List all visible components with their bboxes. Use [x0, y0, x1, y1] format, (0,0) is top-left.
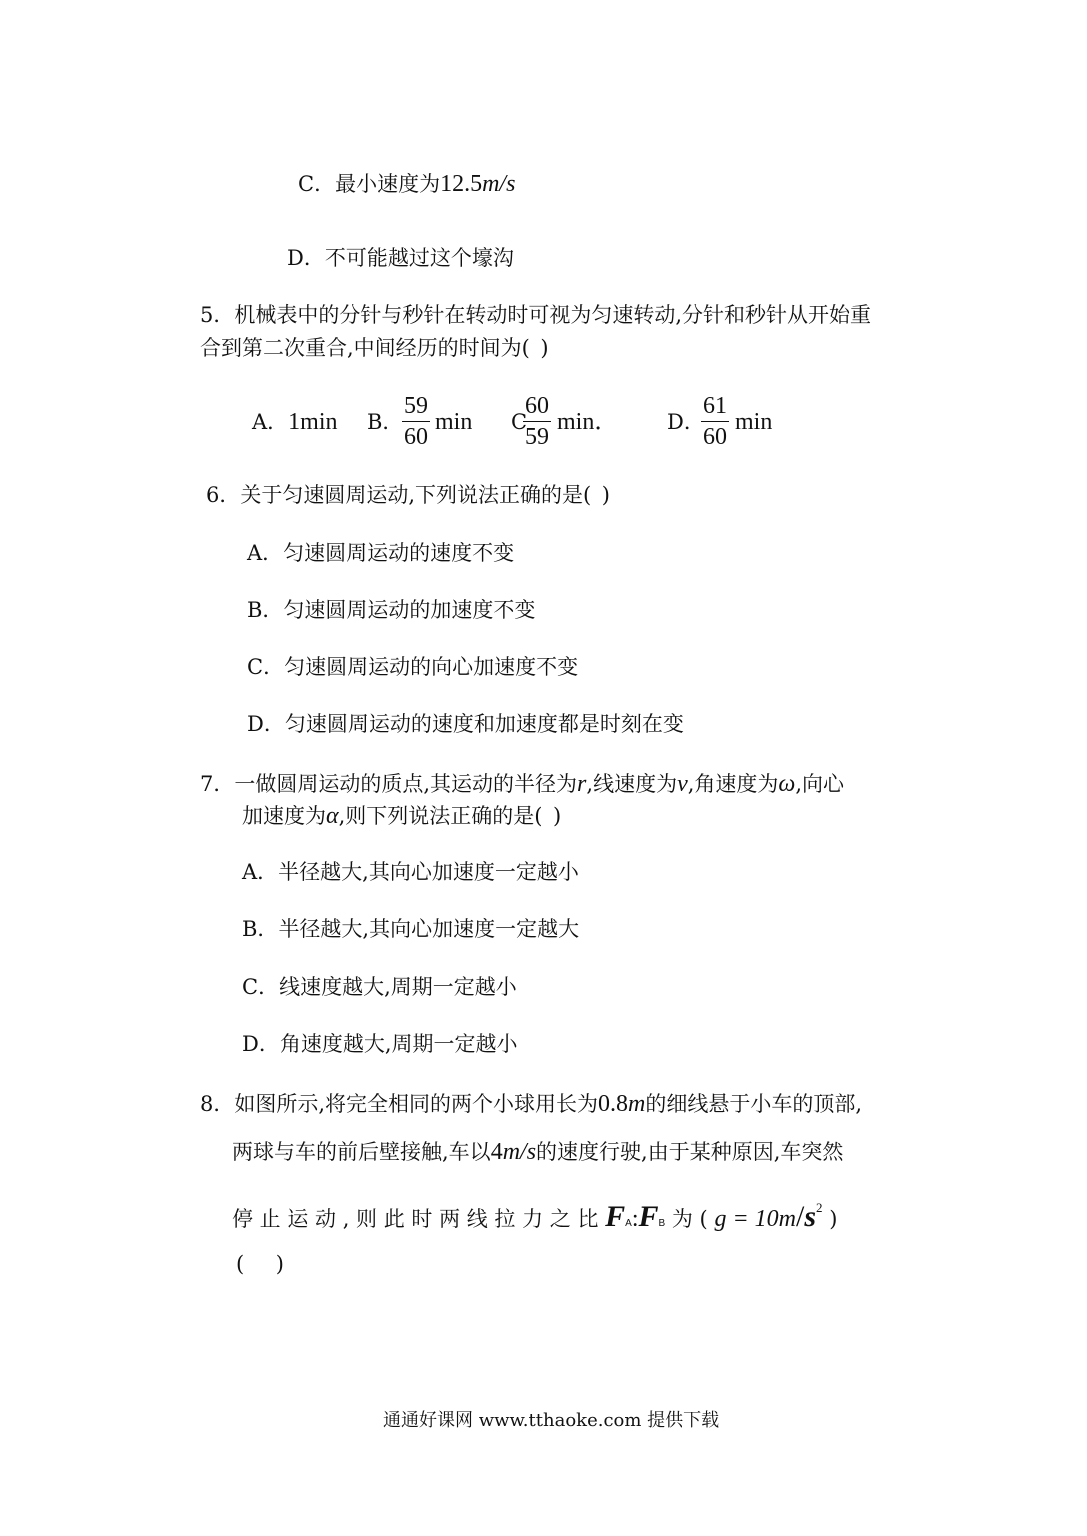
q5-option-b-fraction	[402, 394, 430, 449]
q8-answer-paren: ( )	[236, 1252, 284, 1276]
q5-option-c-label: C	[511, 410, 528, 434]
q5-stem-line1: 5．机械表中的分针与秒针在转动时可视为匀速转动,分针和秒针从开始重	[200, 303, 872, 327]
length-value: 0.8	[598, 1091, 629, 1117]
q8-stem-line3: 停 止 运 动 , 则 此 时 两 线 拉 力 之 比 FA:FB 为 ( $g = 10m/s^2$ )	[232, 1200, 838, 1233]
q5-option-a	[252, 410, 338, 434]
gravity-unit-s: s	[804, 1200, 817, 1233]
force-a-subscript: A	[625, 1218, 632, 1229]
option-text: 匀速圆周运动的向心加速度不变	[284, 655, 579, 679]
option-label: D．	[247, 712, 285, 736]
q5-option-c-fraction	[523, 394, 551, 449]
stem-text: 为 (	[671, 1207, 708, 1231]
q8-stem-line1	[200, 1092, 862, 1116]
q6-option-b	[247, 600, 535, 621]
gravity-expression: g = 10	[714, 1206, 779, 1232]
q7-option-b	[242, 919, 579, 940]
numerator: 59	[402, 394, 430, 422]
option-value: 1	[288, 409, 301, 435]
q4-option-d	[287, 248, 514, 269]
speed-value: 4	[490, 1139, 503, 1165]
option-label: A．	[252, 410, 289, 434]
speed-value: 12.5	[440, 171, 483, 197]
q6-option-a	[247, 543, 514, 564]
page-footer: 通通好课网 www.tthaoke.com 提供下载	[383, 1410, 720, 1431]
option-text: 线速度越大,周期一定越小	[279, 975, 517, 999]
option-label: B．	[242, 917, 279, 941]
q6-stem: 6．关于匀速圆周运动,下列说法正确的是( )	[206, 483, 610, 507]
q7-stem-line1	[200, 772, 844, 796]
stem-text: 的细线悬于小车的顶部,	[645, 1092, 863, 1116]
q6-option-c	[247, 657, 578, 678]
option-label: D．	[242, 1032, 280, 1056]
q5-option-d-fraction	[701, 394, 729, 449]
option-text: 最小速度为	[335, 172, 441, 196]
q5-stem-line2: 合到第二次重合,中间经历的时间为( )	[200, 336, 549, 360]
ratio-colon: :	[631, 1206, 639, 1232]
q6-option-d	[247, 714, 684, 735]
option-text: 匀速圆周运动的加速度不变	[283, 598, 536, 622]
option-label: A．	[247, 541, 284, 565]
option-label: C．	[247, 655, 285, 679]
stem-text: )	[829, 1207, 838, 1231]
length-unit: m	[628, 1091, 646, 1117]
force-b-symbol: F	[638, 1200, 659, 1233]
q5-option-b-unit: min	[435, 409, 473, 435]
gravity-exponent: 2	[816, 1200, 823, 1215]
q7-option-c	[242, 977, 517, 998]
gravity-unit-m: m	[778, 1206, 796, 1232]
stem-text: 停 止 运 动 , 则 此 时 两 线 拉 力 之 比	[232, 1207, 599, 1231]
stem-text: ,则下列说法正确的是( )	[338, 804, 562, 828]
stem-text: 两球与车的前后壁接触,车以	[232, 1140, 491, 1164]
option-text: 半径越大,其向心加速度一定越大	[278, 917, 580, 941]
stem-text: 7．一做圆周运动的质点,其运动的半径为	[200, 772, 578, 796]
option-label: A．	[242, 860, 279, 884]
stem-text: 加速度为	[242, 804, 326, 828]
stem-text: ,线速度为	[586, 772, 678, 796]
numerator: 61	[701, 394, 729, 422]
option-text: 匀速圆周运动的速度不变	[283, 541, 515, 565]
option-text: 角速度越大,周期一定越小	[279, 1032, 518, 1056]
stem-text: 8．如图所示,将完全相同的两个小球用长为	[200, 1092, 599, 1116]
option-text: 半径越大,其向心加速度一定越小	[278, 860, 579, 884]
q5-option-d-label: D．	[667, 410, 705, 434]
q4-option-c	[298, 172, 515, 196]
stem-text: ,向心	[795, 772, 845, 796]
symbol-r: r	[577, 771, 587, 797]
force-b-subscript: B	[658, 1218, 666, 1229]
option-label: C．	[298, 172, 336, 196]
symbol-omega: ω	[778, 771, 796, 797]
option-label: C．	[242, 975, 280, 999]
denominator: 59	[525, 424, 549, 450]
option-text: 不可能越过这个壕沟	[324, 246, 514, 270]
q5-option-c-unit: min．	[557, 409, 619, 435]
speed-unit: m/s	[482, 171, 516, 197]
option-label: D．	[287, 246, 325, 270]
q7-stem-line2	[242, 804, 561, 828]
option-text: 匀速圆周运动的速度和加速度都是时刻在变	[284, 712, 684, 736]
option-label: B．	[247, 598, 284, 622]
denominator: 60	[703, 424, 727, 450]
option-unit: min	[300, 409, 338, 435]
q8-stem-line2	[232, 1140, 843, 1164]
symbol-alpha: α	[326, 803, 339, 829]
q5-option-d-unit: min	[735, 409, 773, 435]
numerator: 60	[523, 394, 551, 422]
speed-unit: m/s	[502, 1139, 537, 1165]
q7-option-a	[242, 862, 579, 883]
stem-text: 的速度行驶,由于某种原因,车突然	[536, 1140, 844, 1164]
denominator: 60	[404, 424, 428, 450]
symbol-v: v	[677, 771, 688, 797]
stem-text: ,角速度为	[687, 772, 779, 796]
q5-option-b-label: B．	[367, 410, 404, 434]
force-a-symbol: F	[605, 1200, 626, 1233]
q7-option-d	[242, 1034, 518, 1055]
